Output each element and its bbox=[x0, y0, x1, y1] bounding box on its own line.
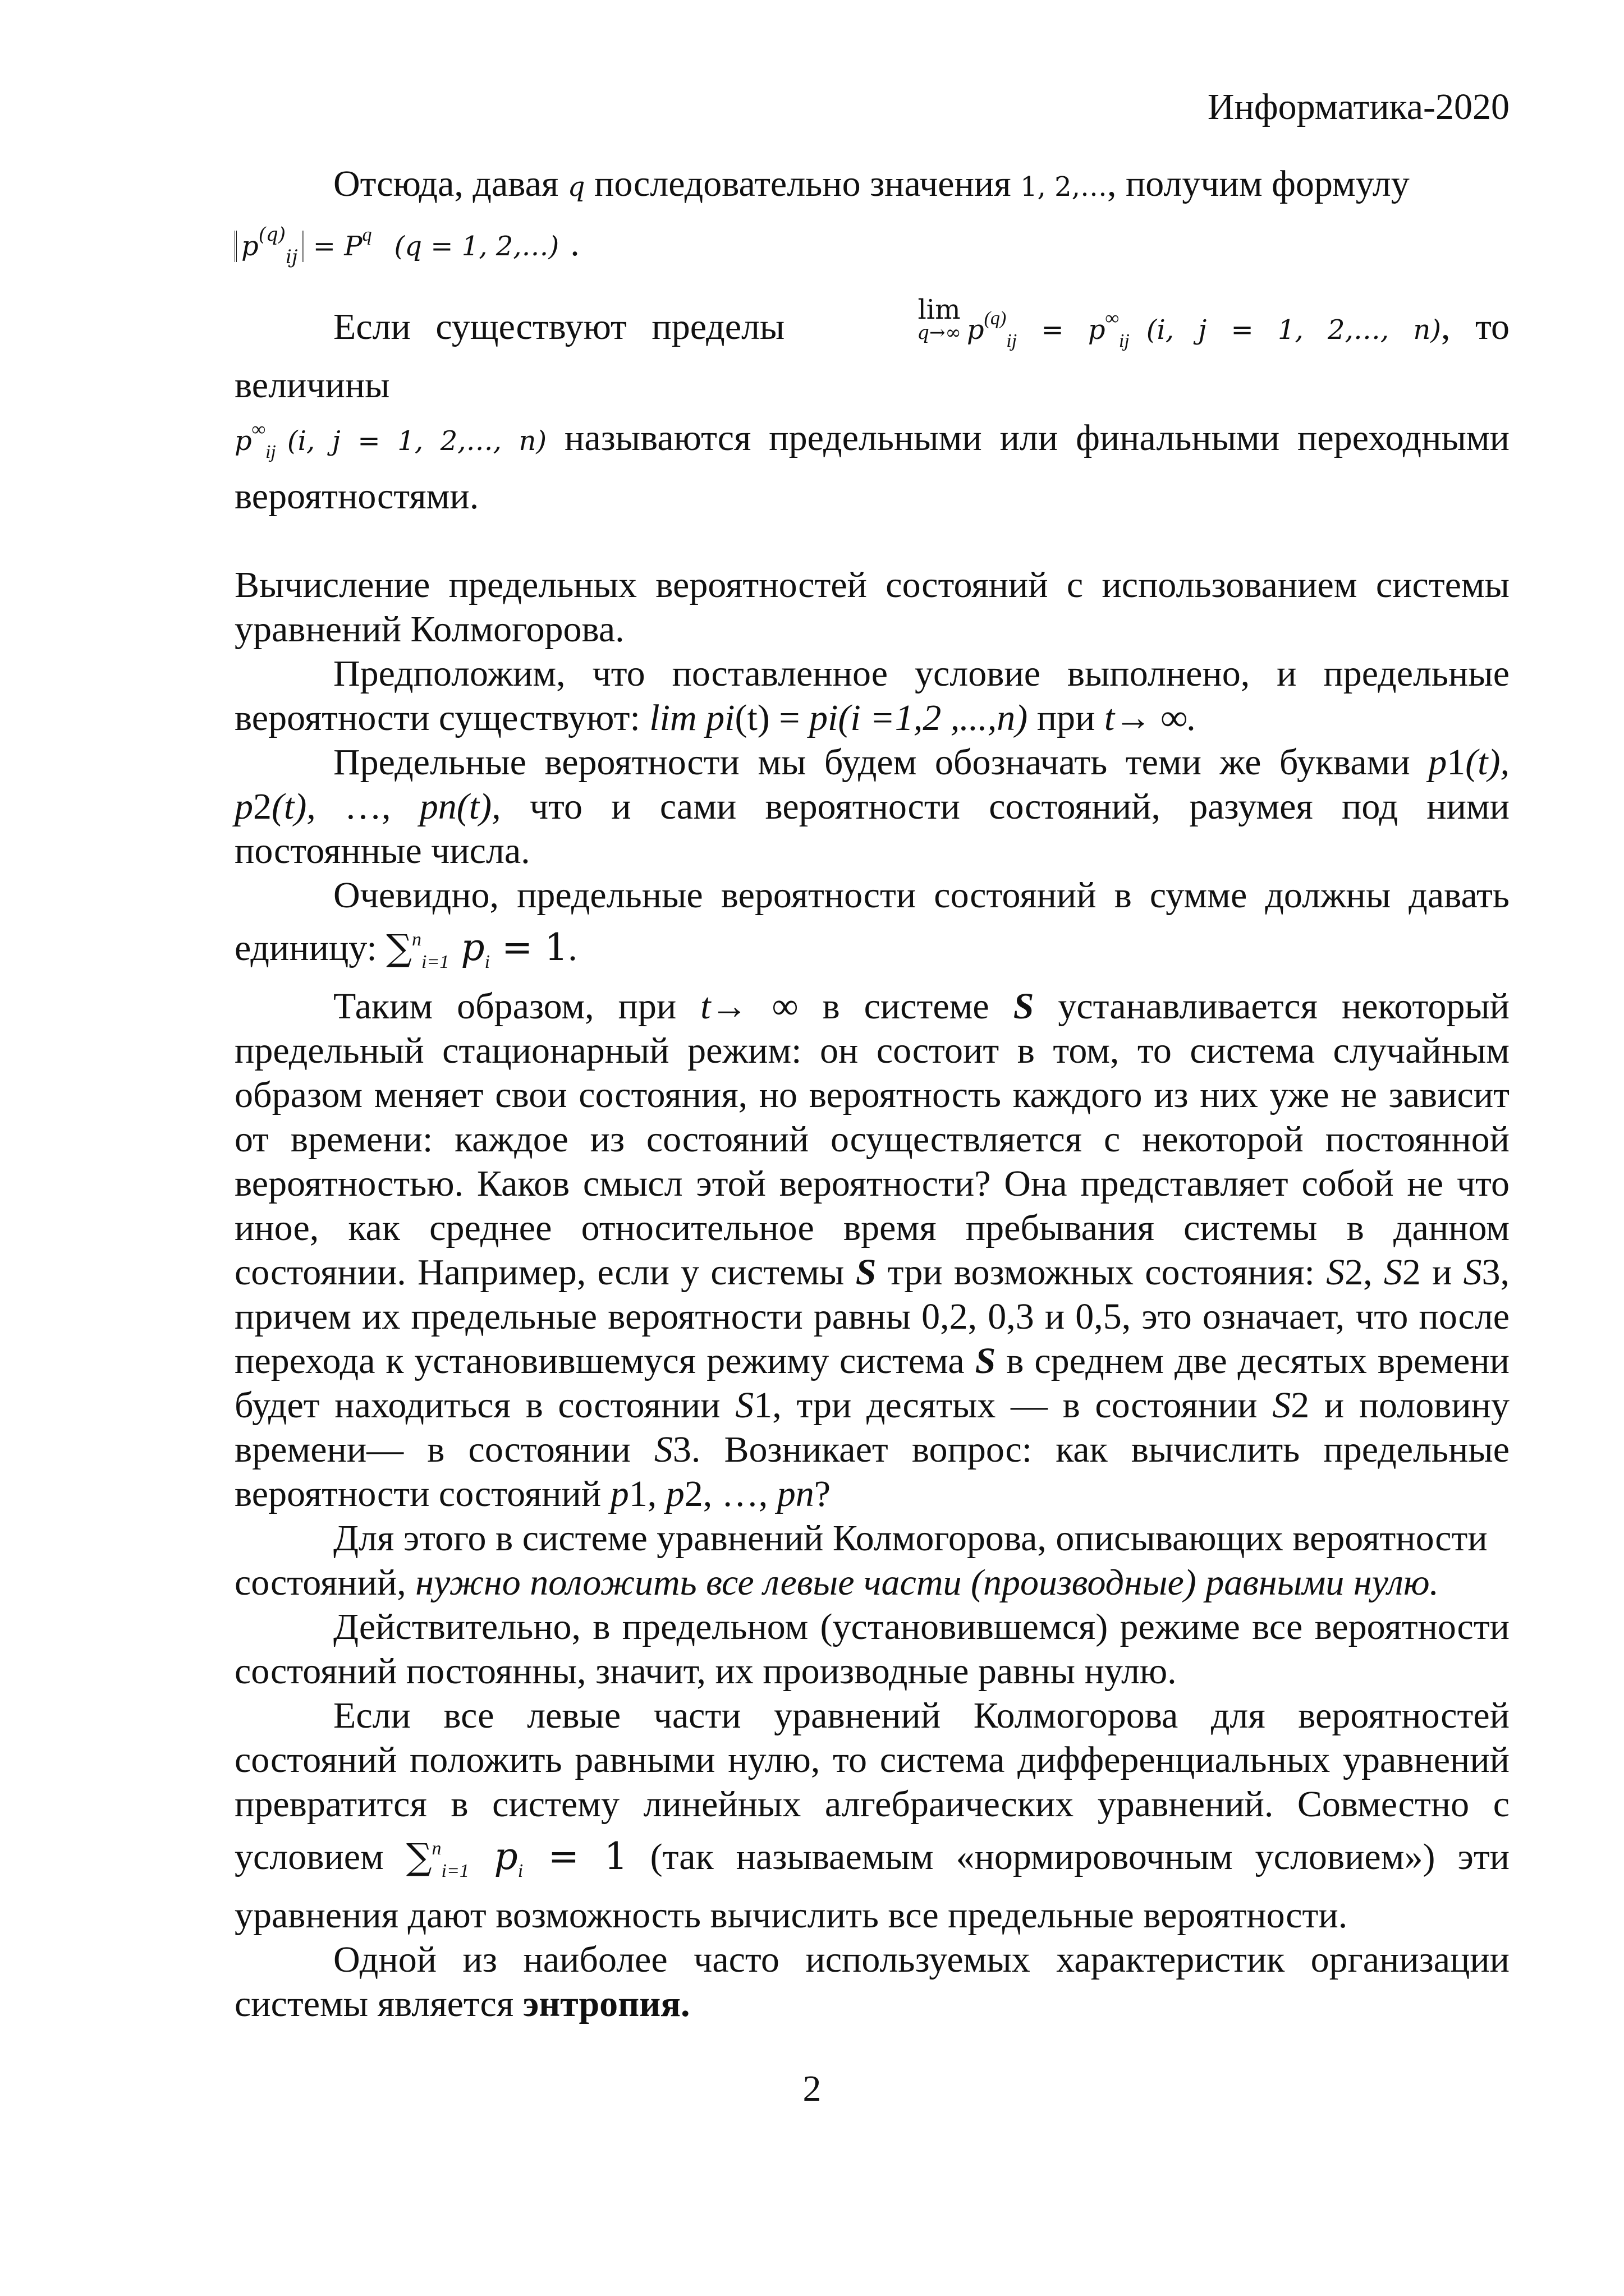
paragraph-indeed: Действительно, в предельном (установившемся) режиме все вероятности состояний постоянны, значит, их производные равны нулю. bbox=[235, 1606, 1510, 1692]
paragraph-kolmogorov-rule: состояний, нужно положить все левые части (производные) равными нулю. bbox=[235, 1562, 1439, 1603]
paragraph-intro: Отсюда, давая q последовательно значения 1, 2,…, получим формулу bbox=[333, 163, 1410, 204]
paragraph-assumption: Предположим, что поставленное условие выполнено, и предельные вероятности существуют: lim pi(t) = pi(i =1,2 ,...,n) при t→ ∞. bbox=[235, 653, 1510, 738]
paragraph-stationary-mode: Таким образом, при t→ ∞ в системе S устанавливается некоторый предельный стационарный режим: он состоит в том, то система случайным образом меняет свои состояния, но вероятность каждого из них уже не зависит от времени: каждое из состояний осуществляется с некоторой постоянной вероятностью. Каков смысл этой вероятности? Она представляет собой не что иное, как среднее относительное время пребывания системы в данном состоянии. Например, если у системы S три возможных состояния: S2, S2 и S3, причем их предельные вероятности равны 0,2, 0,3 и 0,5, это означает, что после перехода к установившемуся режиму система S в среднем две десятых времени будет находиться в состоянии S1, три десятых — в состоянии S2 и половину времени— в состоянии S3. Возникает вопрос: как вычислить предельные вероятности состояний p1, p2, …, pn? bbox=[235, 986, 1510, 1514]
lim-operator: lim q→∞ bbox=[917, 294, 961, 344]
paragraph-kolmogorov-lead: Для этого в системе уравнений Колмогорова, описывающих вероятности bbox=[333, 1518, 1488, 1559]
formula-matrix-power: $p^{(q)}_{ij} = P^q$ (q = 1, 2,…) . bbox=[235, 209, 1510, 279]
paragraph-limits: Если существуют пределы lim q→∞ $p^{(q)}_{ij} = p^\infty_{ij}$ (i, j = 1, 2,…, n), то величины bbox=[235, 294, 1510, 406]
paragraph-final-probabilities: $p^\infty_{ij}$ (i, j = 1, 2,…, n) называются предельными или финальными переходными вероятностями. bbox=[235, 417, 1510, 517]
page-header: Информатика-2020 bbox=[1207, 86, 1510, 127]
paragraph-notation: Предельные вероятности мы будем обозначать теми же буквами p1(t), p2(t), …, pn(t), что и сами вероятности состояний, разумея под ними постоянные числа. bbox=[235, 742, 1510, 871]
section-heading: Вычисление предельных вероятностей состояний с использованием системы уравнений Колмогорова. bbox=[235, 564, 1510, 650]
paragraph-linear-system: Если все левые части уравнений Колмогорова для вероятностей состояний положить равными нулю, то система дифференциальных уравнений превратится в систему линейных алгебраических уравнений. Совместно с условием ∑$^n_{i=1}$ $p_i = 1$ (так называемым «нормировочным условием») эти уравнения дают возможность вычислить все предельные вероятности. bbox=[235, 1695, 1510, 1936]
paragraph-normalization: Очевидно, предельные вероятности состояний в сумме должны давать единицу: ∑$^n_{i=1}$ $p_i = 1$. bbox=[235, 875, 1510, 972]
paragraph-entropy: Одной из наиболее часто используемых характеристик организации системы является энтропия. bbox=[235, 1939, 1510, 2024]
page-content bbox=[235, 162, 1510, 2026]
page-number: 2 bbox=[802, 2068, 822, 2109]
